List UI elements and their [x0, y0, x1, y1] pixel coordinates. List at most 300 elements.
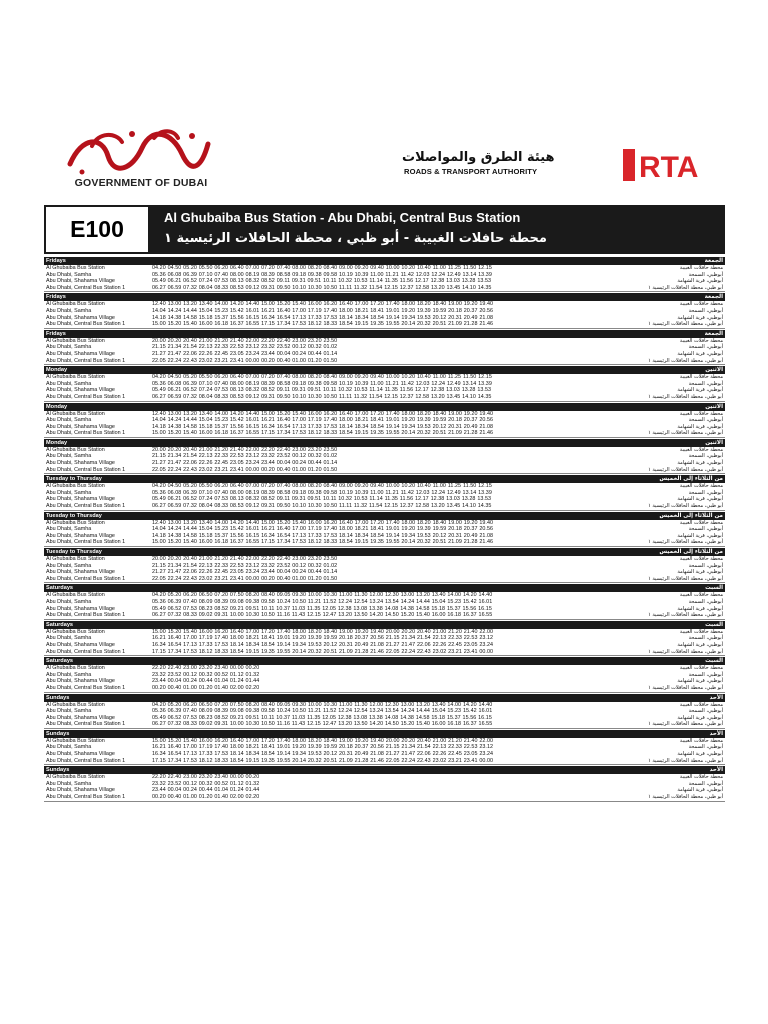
- rta-logo-text: RTA: [639, 151, 699, 183]
- departure-times: 05.36 06.08 06.39 07.10 07.40 08.00 08.19 08.39 08.58 09.18 09.38 09.58 10.19 10.39 11.00 11.21 11.42 12.03 12.24 12.49 13.14 13.39: [152, 380, 492, 387]
- table-row: [44, 315, 725, 322]
- table-row: [44, 272, 725, 279]
- stop-name-arabic: أبوظبي، السمحة: [688, 453, 723, 460]
- stop-name: Al Ghubaiba Bus Station: [46, 519, 105, 526]
- stop-name: Abu Dhabi, Samha: [46, 598, 92, 605]
- timetable-section: [44, 257, 725, 292]
- stop-name-arabic: محطة حافلات الغبيبة: [679, 483, 723, 490]
- stop-name-arabic: أبوظبي، قرية الشهامة: [677, 532, 723, 539]
- departure-times: 04.20 04.50 05.20 05.50 06.20 06.40 07.00 07.20 07.40 08.00 08.20 08.40 09.00 09.20 09.40 10.00 10.20 10.40 11.00 11.25 11.50 12.15: [152, 483, 492, 490]
- section-day-arabic: من الثلاثاء إلى الخميس: [659, 476, 723, 483]
- stop-name: Abu Dhabi, Shahama Village: [46, 605, 115, 612]
- section-header: [44, 657, 725, 665]
- departure-times: 05.49 06.52 07.53 08.23 08.52 09.21 09.51 10.11 10.37 11.03 11.35 12.05 12.38 13.08 13.38 14.08 14.38 14.58 15.18 15.37 15.56 16.15: [152, 605, 492, 612]
- stop-name-arabic: أبوظبي، السمحة: [688, 271, 723, 278]
- stop-name: Abu Dhabi, Samha: [46, 526, 92, 533]
- section-day-arabic: الاثنين: [705, 439, 723, 446]
- stop-name: Abu Dhabi, Central Bus Station 1: [46, 757, 126, 764]
- stop-name-arabic: أبوظبي، السمحة: [688, 635, 723, 642]
- stop-name: Abu Dhabi, Shahama Village: [46, 460, 115, 467]
- stop-name-arabic: أبوظبي، قرية الشهامة: [677, 787, 723, 794]
- departure-times: 21.27 21.47 22.06 22.26 22.45 23.05 23.24 23.44 00.04 00.24 00.44 01.14: [152, 569, 338, 576]
- section-day-english: Saturdays: [46, 621, 74, 628]
- stop-name: Abu Dhabi, Shahama Village: [46, 569, 115, 576]
- table-row: [44, 606, 725, 613]
- table-row: [44, 539, 725, 547]
- timetable-section: [44, 366, 725, 401]
- route-title-arabic: محطة حافلات الغبيبة - أبو ظبي ، محطة الحافلات الرئيسية ١: [164, 231, 547, 246]
- stop-name-arabic: أبوظبي، قرية الشهامة: [677, 314, 723, 321]
- table-row: [44, 592, 725, 599]
- departure-times: 14.18 14.38 14.58 15.18 15.37 15.56 16.15 16.34 16.54 17.13 17.33 17.53 18.14 18.34 18.54 19.14 19.34 19.53 20.12 20.31 20.49 21.08: [152, 532, 494, 539]
- timetable-section: [44, 694, 725, 729]
- stop-name-arabic: أبوظبي، قرية الشهامة: [677, 278, 723, 285]
- stop-name: Abu Dhabi, Shahama Village: [46, 751, 115, 758]
- government-name: GOVERNMENT OF DUBAI: [74, 177, 208, 189]
- section-day-english: Monday: [46, 403, 68, 410]
- stop-name-arabic: محطة حافلات الغبيبة: [679, 665, 723, 672]
- stop-name-arabic: أبوظبي، قرية الشهامة: [677, 496, 723, 503]
- stop-name-arabic: أبو ظبي، محطة الحافلات الرئيسية ١: [648, 321, 723, 328]
- stop-name-arabic: أبو ظبي، محطة الحافلات الرئيسية ١: [648, 612, 723, 619]
- departure-times: 12.40 13.00 13.20 13.40 14.00 14.20 14.40 15.00 15.20 15.40 16.00 16.20 16.40 17.00 17.20 17.40 18.00 18.20 18.40 19.00 19.20 19.40: [152, 301, 494, 308]
- departure-times: 16.21 16.40 17.00 17.19 17.40 18.00 18.21 18.41 19.01 19.20 19.39 19.59 20.18 20.37 20.56 21.15 21.34 21.54 22.13 22.33 22.53 23.12: [152, 635, 494, 642]
- timetable-section: [44, 621, 725, 656]
- stop-name: Abu Dhabi, Central Bus Station 1: [46, 503, 126, 510]
- timetable-section: [44, 766, 725, 801]
- stop-name-arabic: أبوظبي، السمحة: [688, 526, 723, 533]
- departure-times: 23.44 00.04 00.24 00.44 01.04 01.24 01.44: [152, 787, 260, 794]
- section-day-arabic: الأحد: [709, 694, 723, 701]
- stop-name: Abu Dhabi, Samha: [46, 380, 92, 387]
- stop-name: Al Ghubaiba Bus Station: [46, 410, 105, 417]
- departure-times: 14.04 14.24 14.44 15.04 15.23 15.42 16.01 16.21 16.40 17.00 17.19 17.40 18.00 18.21 18.41 19.01 19.20 19.39 19.59 20.18 20.37 20.56: [152, 307, 494, 314]
- table-row: [44, 642, 725, 649]
- stop-name-arabic: أبوظبي، قرية الشهامة: [677, 460, 723, 467]
- table-row: [44, 744, 725, 751]
- timetable-section: [44, 584, 725, 619]
- departure-times: 05.36 06.08 06.39 07.10 07.40 08.00 08.19 08.39 08.58 09.18 09.38 09.58 10.19 10.39 11.00 11.21 11.42 12.03 12.24 12.49 13.14 13.39: [152, 271, 492, 278]
- authority-arabic-name: هيئة الطرق والمواصلات: [402, 150, 555, 165]
- table-row: [44, 665, 725, 672]
- table-row: [44, 358, 725, 366]
- departure-times: 22.20 22.40 23.00 23.20 23.40 00.00 00.20: [152, 774, 260, 781]
- table-row: [44, 715, 725, 722]
- stop-name: Abu Dhabi, Central Bus Station 1: [46, 466, 126, 473]
- departure-times: 15.00 15.20 15.40 16.00 16.18 16.37 16.55 17.15 17.34 17.53 18.12 18.33 18.54 19.15 19.35 19.55 20.14 20.32 20.51 21.09 21.28 21.46: [152, 430, 494, 437]
- departure-times: 23.32 23.52 00.12 00.32 00.52 01.12 01.32: [152, 780, 260, 787]
- stop-name: Abu Dhabi, Central Bus Station 1: [46, 539, 126, 546]
- timetable-section: [44, 730, 725, 765]
- table-row: [44, 649, 725, 657]
- stop-name-arabic: محطة حافلات الغبيبة: [679, 737, 723, 744]
- stop-name-arabic: أبوظبي، قرية الشهامة: [677, 678, 723, 685]
- table-row: [44, 381, 725, 388]
- departure-times: 06.27 07.32 08.33 09.02 09.31 10.00 10.30 10.50 11.16 11.43 12.15 12.47 13.20 13.50 14.20 14.50 15.20 15.40 16.00 16.18 16.37 16.55: [152, 612, 493, 619]
- departure-times: 21.15 21.34 21.54 22.13 22.33 22.53 23.12 23.32 23.52 00.12 00.32 01.02: [152, 453, 338, 460]
- departure-times: 23.44 00.04 00.24 00.44 01.04 01.24 01.44: [152, 678, 260, 685]
- stop-name: Abu Dhabi, Shahama Village: [46, 350, 115, 357]
- section-header: [44, 475, 725, 483]
- stop-name: Abu Dhabi, Shahama Village: [46, 278, 115, 285]
- departure-times: 06.27 07.32 08.33 09.02 09.31 10.00 10.30 10.50 11.16 11.43 12.15 12.47 13.20 13.50 14.20 14.50 15.20 15.40 16.00 16.18 16.37 16.55: [152, 721, 493, 728]
- stop-name: Abu Dhabi, Samha: [46, 671, 92, 678]
- stop-name-arabic: أبوظبي، السمحة: [688, 671, 723, 678]
- table-row: [44, 447, 725, 454]
- stop-name-arabic: أبوظبي، السمحة: [688, 380, 723, 387]
- table-row: [44, 672, 725, 679]
- stop-name-arabic: أبو ظبي، محطة الحافلات الرئيسية ١: [648, 648, 723, 655]
- departure-times: 16.21 16.40 17.00 17.19 17.40 18.00 18.21 18.41 19.01 19.20 19.39 19.59 20.18 20.37 20.56 21.15 21.34 21.54 22.13 22.33 22.53 23.12: [152, 744, 494, 751]
- stop-name-arabic: محطة حافلات الغبيبة: [679, 519, 723, 526]
- departure-times: 14.18 14.38 14.58 15.18 15.37 15.56 16.15 16.34 16.54 17.13 17.33 17.53 18.14 18.34 18.54 19.14 19.34 19.53 20.12 20.31 20.49 21.08: [152, 314, 494, 321]
- section-day-english: Monday: [46, 439, 68, 446]
- stop-name: Al Ghubaiba Bus Station: [46, 301, 105, 308]
- departure-times: 12.40 13.00 13.20 13.40 14.00 14.20 14.40 15.00 15.20 15.40 16.00 16.20 16.40 17.00 17.20 17.40 18.00 18.20 18.40 19.00 19.20 19.40: [152, 410, 494, 417]
- section-header: [44, 366, 725, 374]
- table-row: [44, 721, 725, 729]
- stop-name-arabic: أبو ظبي، محطة الحافلات الرئيسية ١: [648, 721, 723, 728]
- section-day-arabic: الأحد: [709, 767, 723, 774]
- departure-times: 15.00 15.20 15.40 16.00 16.18 16.37 16.55 17.15 17.34 17.53 18.12 18.33 18.54 19.15 19.35 19.55 20.14 20.32 20.51 21.09 21.28 21.46: [152, 539, 494, 546]
- stop-name-arabic: أبو ظبي، محطة الحافلات الرئيسية ١: [648, 466, 723, 473]
- departure-times: 22.20 22.40 23.00 23.20 23.40 00.00 00.20: [152, 665, 260, 672]
- stop-name: Abu Dhabi, Shahama Village: [46, 387, 115, 394]
- departure-times: 06.27 06.59 07.32 08.04 08.33 08.53 09.12 09.31 09.50 10.10 10.30 10.50 11.11 11.32 11.54 12.15 12.37 12.58 13.20 13.45 14.10 14.35: [152, 393, 492, 400]
- departure-times: 05.49 06.21 06.52 07.24 07.53 08.13 08.32 08.52 09.11 09.31 09.51 10.11 10.32 10.53 11.14 11.35 11.56 12.17 12.38 13.03 13.28 13.53: [152, 496, 492, 503]
- stop-name: Abu Dhabi, Central Bus Station 1: [46, 794, 126, 801]
- table-row: [44, 520, 725, 527]
- stop-name-arabic: أبوظبي، السمحة: [688, 307, 723, 314]
- table-row: [44, 344, 725, 351]
- table-row: [44, 374, 725, 381]
- section-day-arabic: السبت: [705, 585, 723, 592]
- table-row: [44, 576, 725, 584]
- section-day-english: Tuesday to Thursday: [46, 512, 102, 519]
- stop-name: Al Ghubaiba Bus Station: [46, 374, 105, 381]
- stop-name: Abu Dhabi, Samha: [46, 635, 92, 642]
- stop-name: Al Ghubaiba Bus Station: [46, 337, 105, 344]
- stop-name: Abu Dhabi, Shahama Village: [46, 641, 115, 648]
- timetable-section: [44, 512, 725, 547]
- section-header: [44, 548, 725, 556]
- section-day-english: Sundays: [46, 694, 70, 701]
- table-row: [44, 351, 725, 358]
- table-row: [44, 496, 725, 503]
- stop-name-arabic: محطة حافلات الغبيبة: [679, 592, 723, 599]
- stop-name: Al Ghubaiba Bus Station: [46, 701, 105, 708]
- departure-times: 04.20 04.50 05.20 05.50 06.20 06.40 07.00 07.20 07.40 08.00 08.20 08.40 09.00 09.20 09.40 10.00 10.20 10.40 11.00 11.25 11.50 12.15: [152, 265, 492, 271]
- stop-name-arabic: أبوظبي، قرية الشهامة: [677, 423, 723, 430]
- departure-times: 06.27 06.59 07.32 08.04 08.33 08.53 09.12 09.31 09.50 10.10 10.30 10.50 11.11 11.32 11.54 12.15 12.37 12.58 13.20 13.45 14.10 14.35: [152, 284, 492, 291]
- timetable: [44, 256, 725, 802]
- stop-name-arabic: محطة حافلات الغبيبة: [679, 337, 723, 344]
- departure-times: 20.00 20.20 20.40 21.00 21.20 21.40 22.00 22.20 22.40 23.00 23.20 23.50: [152, 446, 338, 453]
- section-day-english: Fridays: [46, 294, 66, 301]
- table-row: [44, 285, 725, 293]
- section-day-english: Fridays: [46, 258, 66, 264]
- departure-times: 16.34 16.54 17.13 17.33 17.53 18.14 18.34 18.54 19.14 19.34 19.53 20.12 20.31 20.49 21.08 21.27 21.47 22.06 22.26 22.45 23.05 23.24: [152, 641, 494, 648]
- table-row: [44, 430, 725, 438]
- table-row: [44, 503, 725, 511]
- table-row: [44, 629, 725, 636]
- stop-name-arabic: أبوظبي، السمحة: [688, 489, 723, 496]
- stop-name-arabic: أبو ظبي، محطة الحافلات الرئيسية ١: [648, 503, 723, 510]
- section-header: [44, 766, 725, 774]
- stop-name-arabic: أبو ظبي، محطة الحافلات الرئيسية ١: [648, 539, 723, 546]
- stop-name: Al Ghubaiba Bus Station: [46, 665, 105, 672]
- timetable-section: [44, 657, 725, 692]
- route-title-english: Al Ghubaiba Bus Station - Abu Dhabi, Central Bus Station: [164, 210, 521, 225]
- stop-name-arabic: أبو ظبي، محطة الحافلات الرئيسية ١: [648, 684, 723, 691]
- table-row: [44, 758, 725, 766]
- departure-times: 15.00 15.20 15.40 16.00 16.20 16.40 17.00 17.20 17.40 18.00 18.20 18.40 19.00 19.20 19.40 20.00 20.20 20.40 21.00 21.20 21.40 22.00: [152, 737, 494, 744]
- stop-name: Abu Dhabi, Shahama Village: [46, 714, 115, 721]
- stop-name-arabic: محطة حافلات الغبيبة: [679, 301, 723, 308]
- departure-times: 15.00 15.20 15.40 16.00 16.20 16.40 17.00 17.20 17.40 18.00 18.20 18.40 19.00 19.20 19.40 20.00 20.20 20.40 21.00 21.20 21.40 22.00: [152, 628, 494, 635]
- stop-name-arabic: أبوظبي، قرية الشهامة: [677, 387, 723, 394]
- table-row: [44, 738, 725, 745]
- stop-name-arabic: أبو ظبي، محطة الحافلات الرئيسية ١: [648, 575, 723, 582]
- stop-name: Abu Dhabi, Samha: [46, 562, 92, 569]
- stop-name: Abu Dhabi, Shahama Village: [46, 532, 115, 539]
- departure-times: 23.32 23.52 00.12 00.32 00.52 01.12 01.32: [152, 671, 260, 678]
- stop-name: Abu Dhabi, Shahama Village: [46, 678, 115, 685]
- stop-name: Abu Dhabi, Samha: [46, 344, 92, 351]
- departure-times: 12.40 13.00 13.20 13.40 14.00 14.20 14.40 15.00 15.20 15.40 16.00 16.20 16.40 17.00 17.20 17.40 18.00 18.20 18.40 19.00 19.20 19.40: [152, 519, 494, 526]
- stop-name-arabic: أبو ظبي، محطة الحافلات الرئيسية ١: [648, 430, 723, 437]
- section-header: [44, 403, 725, 411]
- table-row: [44, 338, 725, 345]
- stop-name-arabic: محطة حافلات الغبيبة: [679, 774, 723, 781]
- section-day-english: Sundays: [46, 767, 70, 774]
- stop-name-arabic: أبو ظبي، محطة الحافلات الرئيسية ١: [648, 794, 723, 801]
- section-day-english: Tuesday to Thursday: [46, 476, 102, 483]
- stop-name-arabic: محطة حافلات الغبيبة: [679, 446, 723, 453]
- table-row: [44, 774, 725, 781]
- departure-times: 22.05 22.24 22.43 23.02 23.21 23.41 00.00 00.20 00.40 01.00 01.20 01.50: [152, 357, 338, 364]
- table-row: [44, 563, 725, 570]
- table-row: [44, 301, 725, 308]
- section-day-arabic: من الثلاثاء إلى الخميس: [659, 512, 723, 519]
- section-day-arabic: الجمعة: [704, 258, 723, 264]
- departure-times: 00.20 00.40 01.00 01.20 01.40 02.00 02.20: [152, 794, 260, 801]
- stop-name: Abu Dhabi, Samha: [46, 489, 92, 496]
- timetable-section: [44, 293, 725, 328]
- stop-name: Abu Dhabi, Central Bus Station 1: [46, 648, 126, 655]
- table-row: [44, 678, 725, 685]
- table-row: [44, 387, 725, 394]
- table-row: [44, 708, 725, 715]
- departure-times: 05.49 06.21 06.52 07.24 07.53 08.13 08.32 08.52 09.11 09.31 09.51 10.11 10.32 10.53 11.14 11.35 11.56 12.17 12.38 13.03 13.28 13.53: [152, 387, 492, 394]
- stop-name: Abu Dhabi, Samha: [46, 417, 92, 424]
- departure-times: 21.15 21.34 21.54 22.13 22.33 22.53 23.12 23.32 23.52 00.12 00.32 01.02: [152, 344, 338, 351]
- authority-english-name: ROADS & TRANSPORT AUTHORITY: [404, 167, 538, 176]
- table-row: [44, 533, 725, 540]
- stop-name-arabic: أبو ظبي، محطة الحافلات الرئيسية ١: [648, 757, 723, 764]
- rta-logo: [621, 147, 707, 183]
- table-row: [44, 599, 725, 606]
- government-calligraphy-icon: [62, 126, 212, 176]
- departure-times: 05.49 06.21 06.52 07.24 07.53 08.13 08.32 08.52 09.11 09.31 09.51 10.11 10.32 10.53 11.14 11.35 11.56 12.17 12.38 13.03 13.28 13.53: [152, 278, 492, 285]
- section-header: [44, 439, 725, 447]
- table-row: [44, 321, 725, 329]
- stop-name: Abu Dhabi, Samha: [46, 307, 92, 314]
- table-row: [44, 794, 725, 802]
- stop-name: Abu Dhabi, Central Bus Station 1: [46, 393, 126, 400]
- stop-name: Abu Dhabi, Central Bus Station 1: [46, 357, 126, 364]
- stop-name: Al Ghubaiba Bus Station: [46, 265, 105, 271]
- departure-times: 14.04 14.24 14.44 15.04 15.23 15.42 16.01 16.21 16.40 17.00 17.19 17.40 18.00 18.21 18.41 19.01 19.20 19.39 19.59 20.18 20.37 20.56: [152, 417, 494, 424]
- section-day-arabic: الاثنين: [705, 367, 723, 374]
- section-day-arabic: من الثلاثاء إلى الخميس: [659, 549, 723, 555]
- table-row: [44, 417, 725, 424]
- section-day-arabic: الاثنين: [705, 403, 723, 410]
- stop-name-arabic: محطة حافلات الغبيبة: [679, 410, 723, 417]
- stop-name: Abu Dhabi, Central Bus Station 1: [46, 575, 126, 582]
- departure-times: 04.20 04.50 05.20 05.50 06.20 06.40 07.00 07.20 07.40 08.00 08.20 08.40 09.00 09.20 09.40 10.00 10.20 10.40 11.00 11.25 11.50 12.15: [152, 374, 492, 381]
- stop-name: Al Ghubaiba Bus Station: [46, 556, 105, 562]
- table-row: [44, 483, 725, 490]
- departure-times: 05.36 06.08 06.39 07.10 07.40 08.00 08.19 08.39 08.58 09.18 09.38 09.58 10.19 10.39 11.00 11.21 11.42 12.03 12.24 12.49 13.14 13.39: [152, 489, 492, 496]
- route-code: E100: [44, 205, 150, 254]
- departure-times: 21.15 21.34 21.54 22.13 22.33 22.53 23.12 23.32 23.52 00.12 00.32 01.02: [152, 562, 338, 569]
- stop-name: Abu Dhabi, Samha: [46, 744, 92, 751]
- stop-name: Al Ghubaiba Bus Station: [46, 774, 105, 781]
- table-row: [44, 460, 725, 467]
- departure-times: 21.27 21.47 22.06 22.26 22.45 23.05 23.24 23.44 00.04 00.24 00.44 01.14: [152, 350, 338, 357]
- section-day-english: Saturdays: [46, 585, 74, 592]
- table-row: [44, 781, 725, 788]
- section-day-arabic: الجمعة: [704, 294, 723, 301]
- departure-times: 20.00 20.20 20.40 21.00 21.20 21.40 22.00 22.20 22.40 23.00 23.20 23.50: [152, 556, 338, 562]
- table-row: [44, 685, 725, 693]
- section-day-arabic: الأحد: [709, 730, 723, 737]
- section-day-arabic: السبت: [705, 658, 723, 665]
- stop-name: Abu Dhabi, Samha: [46, 453, 92, 460]
- section-day-english: Tuesday to Thursday: [46, 549, 102, 555]
- departure-times: 17.15 17.34 17.53 18.12 18.33 18.54 19.15 19.35 19.55 20.14 20.32 20.51 21.09 21.28 21.46 22.05 22.24 22.43 23.02 23.21 23.41 00.00: [152, 757, 494, 764]
- table-row: [44, 308, 725, 315]
- departure-times: 21.27 21.47 22.06 22.26 22.45 23.05 23.24 23.44 00.04 00.24 00.44 01.14: [152, 460, 338, 467]
- stop-name-arabic: أبوظبي، السمحة: [688, 562, 723, 569]
- stop-name-arabic: أبوظبي، السمحة: [688, 417, 723, 424]
- table-row: [44, 751, 725, 758]
- timetable-section: [44, 475, 725, 510]
- stop-name-arabic: محطة حافلات الغبيبة: [679, 374, 723, 381]
- table-row: [44, 265, 725, 272]
- stop-name-arabic: أبوظبي، السمحة: [688, 708, 723, 715]
- section-header: [44, 584, 725, 592]
- table-row: [44, 490, 725, 497]
- stop-name: Abu Dhabi, Shahama Village: [46, 787, 115, 794]
- stop-name-arabic: أبوظبي، قرية الشهامة: [677, 569, 723, 576]
- table-row: [44, 612, 725, 620]
- stop-name-arabic: أبوظبي، السمحة: [688, 344, 723, 351]
- stop-name-arabic: أبو ظبي، محطة الحافلات الرئيسية ١: [648, 284, 723, 291]
- departure-times: 22.05 22.24 22.43 23.02 23.21 23.41 00.00 00.20 00.40 01.00 01.20 01.50: [152, 575, 338, 582]
- stop-name: Abu Dhabi, Shahama Village: [46, 423, 115, 430]
- timetable-section: [44, 330, 725, 365]
- section-day-english: Saturdays: [46, 658, 74, 665]
- section-header: [44, 512, 725, 520]
- stop-name-arabic: أبوظبي، قرية الشهامة: [677, 350, 723, 357]
- table-row: [44, 702, 725, 709]
- rta-logo-icon: [621, 147, 707, 183]
- table-row: [44, 411, 725, 418]
- departure-times: 14.04 14.24 14.44 15.04 15.23 15.42 16.01 16.21 16.40 17.00 17.19 17.40 18.00 18.21 18.41 19.01 19.20 19.39 19.59 20.18 20.37 20.56: [152, 526, 494, 533]
- stop-name-arabic: محطة حافلات الغبيبة: [679, 628, 723, 635]
- departure-times: 22.05 22.24 22.43 23.02 23.21 23.41 00.00 00.20 00.40 01.00 01.20 01.50: [152, 466, 338, 473]
- stop-name-arabic: محطة حافلات الغبيبة: [679, 556, 723, 562]
- table-row: [44, 278, 725, 285]
- stop-name: Abu Dhabi, Samha: [46, 708, 92, 715]
- stop-name-arabic: أبوظبي، قرية الشهامة: [677, 714, 723, 721]
- section-day-english: Fridays: [46, 330, 66, 337]
- departure-times: 16.34 16.54 17.13 17.33 17.53 18.14 18.34 18.54 19.14 19.34 19.53 20.12 20.31 20.49 21.08 21.27 21.47 22.06 22.26 22.45 23.05 23.24: [152, 751, 494, 758]
- stop-name-arabic: أبو ظبي، محطة الحافلات الرئيسية ١: [648, 357, 723, 364]
- stop-name-arabic: محطة حافلات الغبيبة: [679, 701, 723, 708]
- departure-times: 04.20 05.20 06.20 06.50 07.20 07.50 08.20 08.40 09.05 09.30 10.00 10.30 11.00 11.30 12.00 12.30 13.00 13.20 13.40 14.00 14.20 14.40: [152, 701, 493, 708]
- departure-times: 04.20 05.20 06.20 06.50 07.20 07.50 08.20 08.40 09.05 09.30 10.00 10.30 11.00 11.30 12.00 12.30 13.00 13.20 13.40 14.00 14.20 14.40: [152, 592, 493, 599]
- stop-name-arabic: أبوظبي، السمحة: [688, 598, 723, 605]
- table-row: [44, 569, 725, 576]
- timetable-section: [44, 439, 725, 474]
- route-banner: [44, 205, 725, 254]
- table-row: [44, 635, 725, 642]
- departure-times: 06.27 06.59 07.32 08.04 08.33 08.53 09.12 09.31 09.50 10.10 10.30 10.50 11.11 11.32 11.54 12.15 12.37 12.58 13.20 13.45 14.10 14.35: [152, 503, 492, 510]
- departure-times: 05.49 06.52 07.53 08.23 08.52 09.21 09.51 10.11 10.37 11.03 11.35 12.05 12.38 13.08 13.38 14.08 14.38 14.58 15.18 15.37 15.56 16.15: [152, 714, 492, 721]
- section-header: [44, 730, 725, 738]
- stop-name-arabic: أبوظبي، قرية الشهامة: [677, 751, 723, 758]
- stop-name: Abu Dhabi, Central Bus Station 1: [46, 684, 126, 691]
- stop-name-arabic: أبوظبي، قرية الشهامة: [677, 641, 723, 648]
- departure-times: 05.36 06.39 07.40 08.09 08.39 09.08 09.38 09.58 10.24 10.50 11.21 11.52 12.24 12.54 13.24 13.54 14.24 14.44 15.04 15.23 15.42 16.01: [152, 598, 493, 605]
- section-header: [44, 694, 725, 702]
- table-row: [44, 424, 725, 431]
- stop-name: Abu Dhabi, Central Bus Station 1: [46, 284, 126, 291]
- stop-name: Al Ghubaiba Bus Station: [46, 592, 105, 599]
- departure-times: 15.00 15.20 15.40 16.00 16.18 16.37 16.55 17.15 17.34 17.53 18.12 18.33 18.54 19.15 19.35 19.55 20.14 20.32 20.51 21.09 21.28 21.46: [152, 321, 494, 328]
- section-header: [44, 293, 725, 301]
- departure-times: 17.15 17.34 17.53 18.12 18.33 18.54 19.15 19.35 19.55 20.14 20.32 20.51 21.09 21.28 21.46 22.05 22.24 22.43 23.02 23.21 23.41 00.00: [152, 648, 494, 655]
- stop-name: Al Ghubaiba Bus Station: [46, 737, 105, 744]
- section-header: [44, 621, 725, 629]
- table-row: [44, 394, 725, 402]
- table-row: [44, 556, 725, 563]
- section-day-english: Sundays: [46, 730, 70, 737]
- stop-name: Abu Dhabi, Central Bus Station 1: [46, 721, 126, 728]
- table-row: [44, 467, 725, 475]
- stop-name: Al Ghubaiba Bus Station: [46, 446, 105, 453]
- departure-times: 05.36 06.39 07.40 08.09 08.39 09.08 09.38 09.58 10.24 10.50 11.21 11.52 12.24 12.54 13.24 13.54 14.24 14.44 15.04 15.23 15.42 16.01: [152, 708, 493, 715]
- stop-name: Abu Dhabi, Central Bus Station 1: [46, 612, 126, 619]
- table-row: [44, 787, 725, 794]
- timetable-section: [44, 403, 725, 438]
- stop-name: Abu Dhabi, Samha: [46, 271, 92, 278]
- section-day-arabic: الجمعة: [704, 330, 723, 337]
- section-header: [44, 257, 725, 265]
- stop-name: Abu Dhabi, Central Bus Station 1: [46, 430, 126, 437]
- stop-name: Abu Dhabi, Shahama Village: [46, 314, 115, 321]
- table-row: [44, 453, 725, 460]
- table-row: [44, 526, 725, 533]
- departure-times: 20.00 20.20 20.40 21.00 21.20 21.40 22.00 22.20 22.40 23.00 23.20 23.50: [152, 337, 338, 344]
- stop-name: Al Ghubaiba Bus Station: [46, 483, 105, 490]
- section-day-arabic: السبت: [705, 621, 723, 628]
- section-day-english: Monday: [46, 367, 68, 374]
- departure-times: 00.20 00.40 01.00 01.20 01.40 02.00 02.20: [152, 684, 260, 691]
